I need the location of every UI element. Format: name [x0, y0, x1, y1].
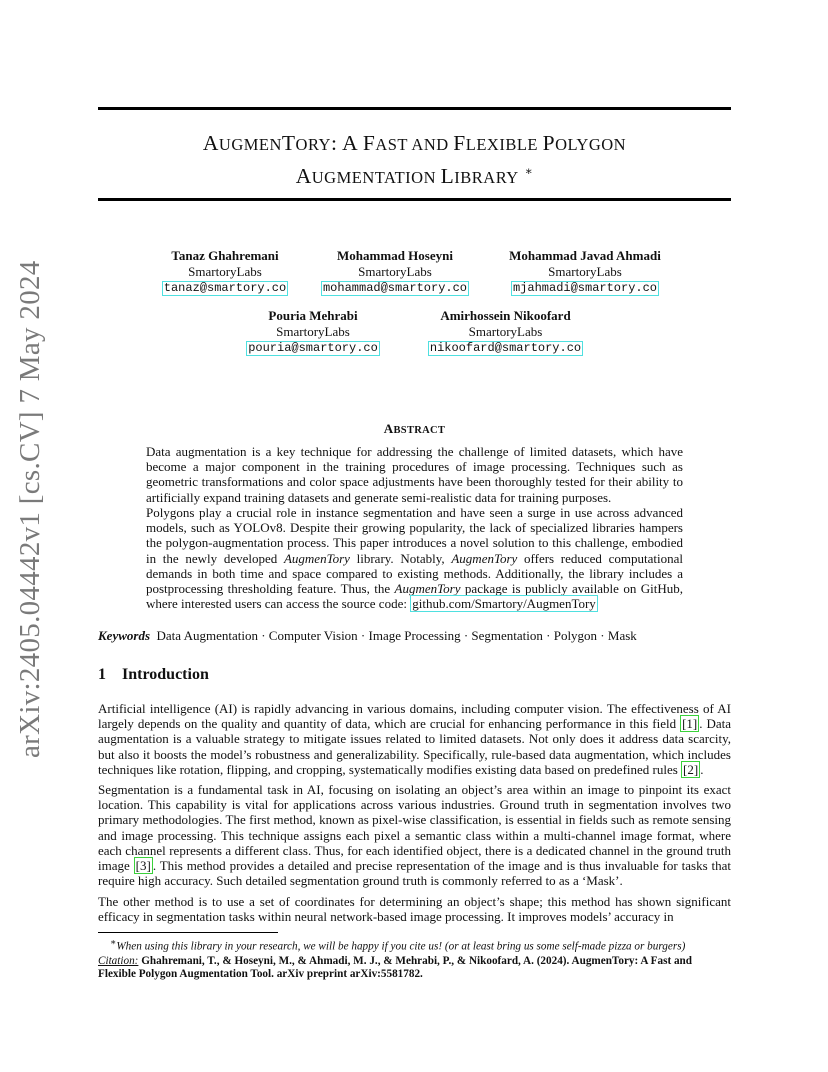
title-segment: AST AND — [375, 135, 454, 154]
abstract-heading — [98, 421, 731, 437]
title-top-rule — [98, 107, 731, 110]
title-segment: L — [440, 164, 455, 189]
abstract-p2-text-c: offers reduced computational demands in both time and space compared to existing methods. Additionally, the library includes a postprocessing thresholding feature. Thus, the — [146, 550, 683, 597]
author-3 — [495, 248, 675, 296]
abstract-p2-em-1: AugmenTory — [283, 550, 350, 566]
author-affiliation: SmartoryLabs — [548, 263, 622, 279]
author-5 — [418, 308, 593, 356]
citation-link[interactable]: [2] — [683, 761, 699, 777]
keywords-label: Keywords — [98, 628, 150, 643]
author-name: Mohammad Javad Ahmadi — [509, 248, 661, 263]
citation-text: Ghahremani, T., & Hoseyni, M., & Ahmadi, M. J., & Mehrabi, P., & Nikoofard, A. (2024). AugmenTory: A Fast and Flexible Polygon Augmentation Tool. arXiv preprint arXiv:5581782. — [98, 954, 693, 980]
author-affiliation: SmartoryLabs — [358, 263, 432, 279]
author-name: Amirhossein Nikoofard — [440, 308, 571, 323]
footnote-mark: ∗ — [110, 938, 117, 948]
title-footnote-mark: ∗ — [524, 164, 534, 178]
intro-p2-text-b: . This method provides a detailed and precise representation of the image and is thus invaluable for tasks that require high accuracy. Such detailed segmentation ground truth is commonly referred to as a ‘Mask’. — [98, 858, 731, 889]
author-email-link[interactable]: tanaz@smartory.co — [163, 281, 287, 295]
section-heading — [98, 666, 209, 684]
paper-title — [98, 130, 731, 191]
abstract-heading-initial: A — [383, 421, 394, 436]
author-2 — [315, 248, 475, 296]
title-line-1 — [98, 130, 731, 158]
title-segment: UGMEN — [218, 135, 282, 154]
author-name: Pouria Mehrabi — [268, 308, 358, 323]
intro-p1-text-d: . — [700, 761, 704, 777]
title-segment: T — [281, 131, 296, 155]
footnote-rule — [98, 932, 278, 933]
title-line-2 — [98, 158, 731, 191]
citation-link[interactable]: [3] — [135, 858, 151, 874]
intro-p2-text-a: Segmentation is a fundamental task in AI, focusing on isolating an object’s area within an image to pinpoint its exact location. This capability is vital for applications across various industries. Ground truth in segmentation involves two primary methodologies. The first method, known as pixel-wise classification, is essential in fields such as remote sensing and image processing. This technique assigns each pixel a semantic class within a multi-channel image format, where each channel represents a different class. Thus, for each identified object, there is a dedicated channel in the ground truth image — [98, 782, 731, 874]
abstract-p2-text-d: package is publicly available on GitHub, where interested users can access the source code: — [146, 581, 683, 612]
section-title: Introduction — [122, 666, 209, 683]
abstract-p2-em-3: AugmenTory — [394, 581, 461, 597]
author-email-link[interactable]: mohammad@smartory.co — [322, 281, 468, 295]
arxiv-side-stamp: arXiv:2405.04442v1 [cs.CV] 7 May 2024 — [14, 260, 46, 758]
title-segment: OLYGON — [555, 135, 627, 154]
abstract-heading-rest: BSTRACT — [393, 425, 446, 436]
intro-p1-text-a: Artificial intelligence (AI) is rapidly advancing in various domains, including computer vision. The effectiveness of AI largely depends on the quality and quantity of data, which are crucial for enhancing performance in this field — [98, 701, 731, 732]
section-number: 1 — [98, 666, 106, 683]
keywords-text: Data Augmentation · Computer Vision · Image Processing · Segmentation · Polygon · Mask — [156, 628, 637, 643]
title-segment: LEXIBLE — [465, 135, 543, 154]
author-4 — [238, 308, 388, 356]
author-email-link[interactable]: mjahmadi@smartory.co — [512, 281, 658, 295]
abstract-p2-text-b: library. Notably, — [349, 550, 452, 566]
intro-p1-text-b: . Data augmentation is a valuable strategy to mitigate issues related to limited datasets. Not only does it address data scarcity, but also it boosts the model’s robustness and generalizability. Specifically, rule-based data augmentation, which includes techniques like rotation, flipping, and cropping, systematically modifies existing data based on predefined rules — [98, 716, 731, 777]
intro-paragraph-1 — [98, 701, 731, 777]
author-affiliation: SmartoryLabs — [468, 323, 543, 339]
footnote-citation — [98, 955, 731, 981]
author-name: Tanaz Ghahremani — [171, 248, 279, 263]
title-segment: A — [202, 131, 219, 155]
title-segment: UGMENTATION — [311, 168, 441, 188]
title-segment: : A F — [330, 131, 376, 155]
author-email-link[interactable]: pouria@smartory.co — [248, 341, 378, 355]
abstract-paragraph-2 — [146, 505, 683, 611]
intro-paragraph-2 — [98, 782, 731, 888]
title-bottom-rule — [98, 198, 731, 201]
author-affiliation: SmartoryLabs — [276, 323, 350, 339]
title-segment: A — [295, 164, 312, 189]
footnote-note-text: When using this library in your research, we will be happy if you cite us! (or at least bring us some self-made pizza or burgers) — [116, 940, 686, 953]
intro-paragraph-3: The other method is to use a set of coordinates for determining an object’s shape; this method has shown significant efficacy in segmentation tasks within neural network-based image processing. It improves models’ accuracy in — [98, 894, 731, 925]
author-1 — [150, 248, 300, 296]
author-name: Mohammad Hoseyni — [337, 248, 453, 263]
footnote — [98, 937, 731, 981]
author-affiliation: SmartoryLabs — [188, 263, 262, 279]
title-segment: ORY — [295, 135, 331, 154]
abstract-p2-em-2: AugmenTory — [451, 550, 518, 566]
citation-label: Citation: — [98, 954, 139, 967]
author-email-link[interactable]: nikoofard@smartory.co — [429, 341, 582, 355]
title-segment: F — [453, 131, 466, 155]
citation-link[interactable]: [1] — [682, 716, 698, 732]
title-segment: P — [542, 131, 556, 155]
keywords-line — [98, 628, 731, 643]
github-link[interactable]: github.com/Smartory/AugmenTory — [412, 596, 596, 612]
title-segment: IBRARY — [454, 168, 519, 188]
abstract-paragraph-1: Data augmentation is a key technique for addressing the challenge of limited datasets, which have become a major component in the training procedures of image processing. Techniques such as geometric transformations and color space adjustments have been thoroughly tested for their ability to artificially expand training datasets and generate semi-realistic data for training purposes. — [146, 444, 683, 505]
abstract-p2-text-a: Polygons play a crucial role in instance segmentation and have seen a surge in use across advanced models, such as YOLOv8. Despite their growing popularity, the lack of specialized libraries hampers the polygon-augmentation process. This paper introduces a novel solution to this challenge, embodied in the newly developed — [146, 505, 683, 566]
footnote-note — [98, 937, 731, 954]
